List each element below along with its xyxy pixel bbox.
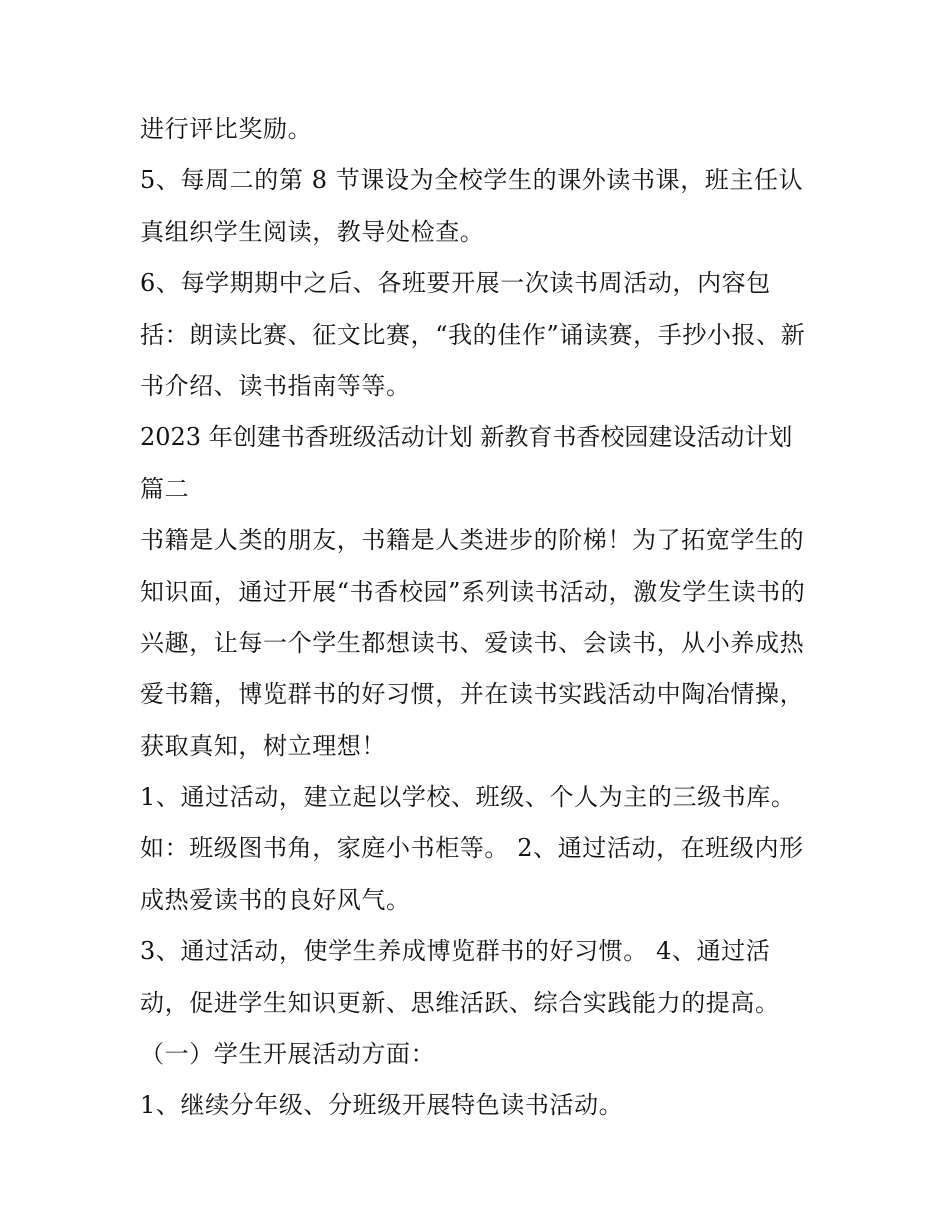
text-line: 1、继续分年级、分班级开展特色读书活动。 xyxy=(140,1091,624,1120)
subsection-heading: （一）学生开展活动方面： xyxy=(140,1040,436,1069)
text-line: 6、每学期期中之后、各班要开展一次读书周活动，内容包 xyxy=(140,269,771,298)
section-title-continued: 篇二 xyxy=(140,474,190,503)
text-line: 获取真知，树立理想！ xyxy=(140,731,386,760)
document-body xyxy=(140,104,830,1132)
text-line: 如：班级图书角，家庭小书柜等。 2、通过活动，在班级内形 xyxy=(140,834,804,863)
text-line: 兴趣，让每一个学生都想读书、爱读书、会读书，从小养成热 xyxy=(140,628,805,657)
text-line: 知识面，通过开展“书香校园”系列读书活动，激发学生读书的 xyxy=(140,577,806,606)
text-line: 书介绍、读书指南等等。 xyxy=(140,371,411,400)
text-line: 动，促进学生知识更新、思维活跃、综合实践能力的提高。 xyxy=(140,988,780,1017)
text-line: 成热爱读书的良好风气。 xyxy=(140,885,411,914)
text-line: 3、通过活动，使学生养成博览群书的好习惯。 4、通过活 xyxy=(140,937,771,966)
text-line: 5、每周二的第 8 节课设为全校学生的课外读书课，班主任认 xyxy=(140,166,804,195)
text-line: 括：朗读比赛、征文比赛，“我的佳作”诵读赛，手抄小报、新 xyxy=(140,320,806,349)
text-line: 书籍是人类的朋友，书籍是人类进步的阶梯！为了拓宽学生的 xyxy=(140,526,805,555)
text-line: 进行评比奖励。 xyxy=(140,115,313,143)
text-line: 爱书籍，博览群书的好习惯，并在读书实践活动中陶冶情操， xyxy=(140,680,805,709)
text-line: 真组织学生阅读，教导处检查。 xyxy=(140,217,485,246)
section-title: 2023 年创建书香班级活动计划 新教育书香校园建设活动计划 xyxy=(140,423,793,452)
text-line: 1、通过活动，建立起以学校、班级、个人为主的三级书库。 xyxy=(140,783,796,812)
